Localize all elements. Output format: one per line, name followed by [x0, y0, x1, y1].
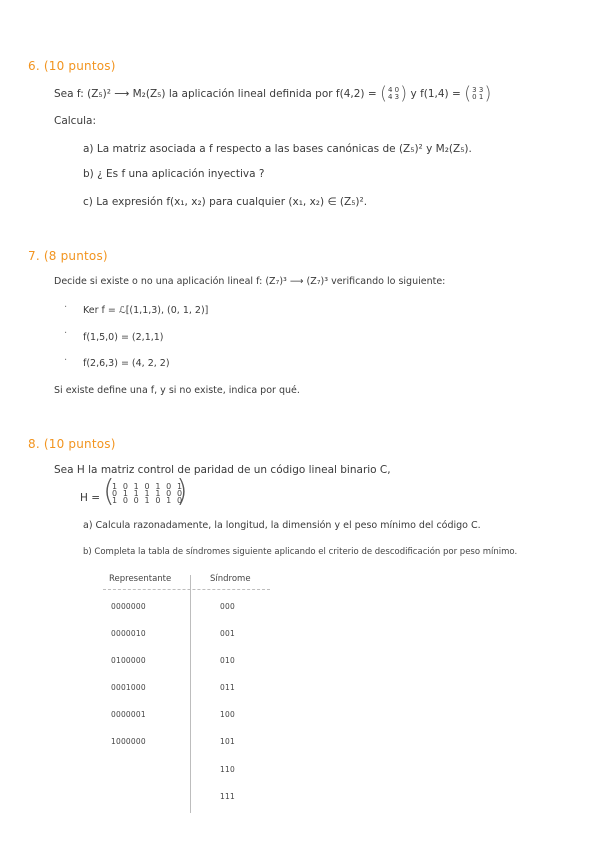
q6-heading: 6. (10 puntos): [28, 59, 116, 73]
table-header-divider: [103, 589, 270, 590]
bullet-dot: ·: [64, 355, 68, 366]
q6-part-b: b) ¿ Es f una aplicación inyectiva ?: [83, 168, 265, 180]
matrix-row: 0 1 1 1 1 0 0: [112, 489, 184, 498]
matrix-paren-left: (: [379, 83, 387, 104]
matrix-paren-left: (: [464, 83, 472, 104]
table-cell-sin: 001: [220, 629, 235, 638]
q8-part-b: b) Completa la tabla de síndromes siguiente aplicando el criterio de descodificación por peso mínimo.: [83, 547, 518, 557]
q7-closing: Si existe define una f, y si no existe, indica por qué.: [54, 385, 300, 396]
q6-matrix-2: 3 3 0 1: [472, 86, 484, 101]
q6-calcula: Calcula:: [54, 115, 96, 127]
table-cell-sin: 100: [220, 710, 235, 719]
table-cell-rep: 0000010: [111, 629, 146, 638]
q7-item-3: f(2,6,3) = (4, 2, 2): [83, 358, 170, 369]
bullet-dot: ·: [64, 328, 68, 339]
q7-item-2: f(1,5,0) = (2,1,1): [83, 332, 164, 343]
matrix-paren-right: ): [176, 474, 188, 509]
q6-statement-a: Sea f: (Z₅)² ⟶ M₂(Z₅) la aplicación lineal definida por f(4,2) =: [54, 88, 377, 100]
table-cell-rep: 0000001: [111, 710, 146, 719]
q6-matrix-1: 4 0 4 3: [388, 86, 400, 101]
table-cell-sin: 111: [220, 792, 235, 801]
table-header-representante: Representante: [109, 574, 172, 584]
bullet-dot: ·: [64, 302, 68, 313]
table-cell-sin: 011: [220, 683, 235, 692]
q6-part-c: c) La expresión f(x₁, x₂) para cualquier (x₁, x₂) ∈ (Z₅)².: [83, 196, 368, 208]
q8-part-a: a) Calcula razonadamente, la longitud, la dimensión y el peso mínimo del código C.: [83, 520, 481, 531]
q8-intro: Sea H la matriz control de paridad de un código lineal binario C,: [54, 464, 391, 476]
matrix-paren-right: ): [400, 83, 408, 104]
matrix-paren-left: (: [103, 474, 115, 509]
table-header-sindrome: Síndrome: [210, 574, 251, 584]
table-cell-rep: 1000000: [111, 737, 146, 746]
q8-heading: 8. (10 puntos): [28, 437, 116, 451]
table-cell-rep: 0000000: [111, 602, 146, 611]
table-cell-sin: 110: [220, 765, 235, 774]
table-column-divider: [190, 575, 191, 813]
table-cell-sin: 010: [220, 656, 235, 665]
q8-h-label: H =: [80, 492, 101, 504]
q6-statement: [54, 85, 491, 103]
table-cell-sin: 000: [220, 602, 235, 611]
q7-intro: Decide si existe o no una aplicación lineal f: (Z₇)³ ⟶ (Z₇)³ verificando lo siguiente:: [54, 276, 446, 287]
q6-statement-b: y f(1,4) =: [410, 88, 461, 100]
table-cell-sin: 101: [220, 737, 235, 746]
table-cell-rep: 0001000: [111, 683, 146, 692]
q7-heading: 7. (8 puntos): [28, 249, 108, 263]
matrix-row: 1 0 0 1 0 1 0: [112, 496, 184, 505]
matrix-row: 1 0 1 0 1 0 1: [112, 482, 184, 491]
parity-check-matrix: [112, 483, 184, 504]
q6-part-a: a) La matriz asociada a f respecto a las bases canónicas de (Z₅)² y M₂(Z₅).: [83, 143, 472, 155]
table-cell-rep: 0100000: [111, 656, 146, 665]
q7-item-1: Ker f = ℒ[(1,1,3), (0, 1, 2)]: [83, 305, 209, 316]
matrix-paren-right: ): [484, 83, 492, 104]
